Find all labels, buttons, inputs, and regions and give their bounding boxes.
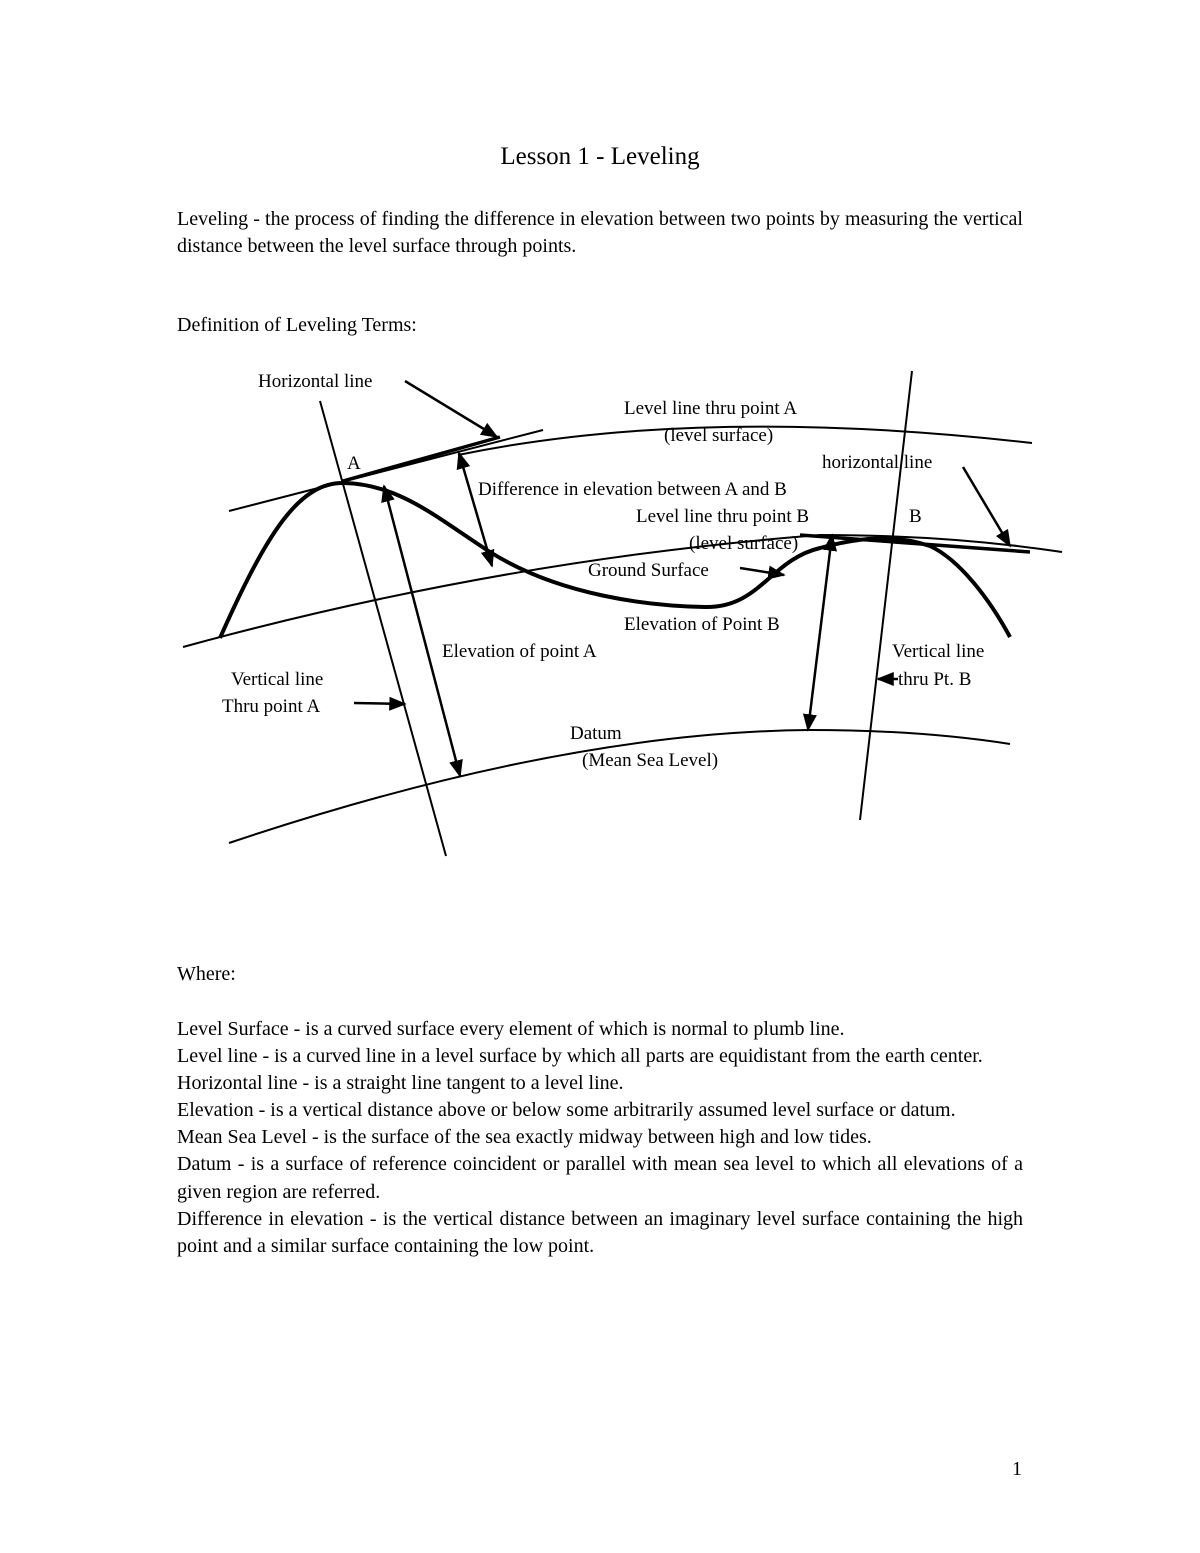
label-ground-surface: Ground Surface [588,560,709,581]
label-difference-elevation: Difference in elevation between A and B [478,479,787,500]
where-label: Where: [177,963,236,985]
label-vertical-line-b-1: Vertical line [892,641,985,662]
elevation-b-arrow [808,535,832,730]
definitions-list [177,1016,1023,1260]
label-level-surface-a: (level surface) [664,425,774,446]
definition-level-line: Level line - is a curved line in a level surface by which all parts are equidistant from the earth center. [177,1045,983,1068]
label-horizontal-line-b: horizontal line [822,452,933,473]
difference-elevation-arrow [459,453,492,566]
page-number: 1 [1012,1458,1022,1480]
label-point-b: B [909,506,922,527]
horizontal-line-b-leader [963,467,1010,546]
intro-paragraph: Leveling - the process of finding the difference in elevation between two points by measuring the vertical distance between the level surface through points. [177,208,1023,257]
datum-line [229,730,1010,843]
label-vertical-line-a-2: Thru point A [222,696,321,717]
vertical-line-a-leader [354,703,405,704]
definition-difference-in-elevation: Difference in elevation - is the vertical distance between an imaginary level surface containing the high point and a similar surface containing the low point. [177,1207,1023,1257]
label-elevation-b: Elevation of Point B [624,614,780,635]
level-line-b [183,535,1062,647]
label-level-surface-b: (level surface) [689,533,799,554]
label-elevation-a: Elevation of point A [442,641,597,662]
label-level-line-b: Level line thru point B [636,506,810,527]
definition-mean-sea-level: Mean Sea Level - is the surface of the sea exactly midway between high and low tides. [177,1126,872,1149]
label-vertical-line-a-1: Vertical line [231,669,324,690]
horizontal-line-a-leader [405,381,497,437]
definition-datum: Datum - is a surface of reference coincident or parallel with mean sea level to which all elevations of a given region are referred. [177,1153,1023,1203]
label-datum: Datum [570,723,622,744]
definition-horizontal-line: Horizontal line - is a straight line tangent to a level line. [177,1072,624,1095]
label-level-line-a: Level line thru point A [624,398,798,419]
label-point-a: A [347,453,361,474]
label-vertical-line-b-2: thru Pt. B [898,669,972,690]
label-horizontal-line-a: Horizontal line [258,371,373,392]
horizontal-line-a-bold [343,437,500,481]
elevation-a-arrow [384,486,460,776]
section-subheading: Definition of Leveling Terms: [177,314,417,336]
definition-level-surface: Level Surface - is a curved surface every element of which is normal to plumb line. [177,1018,845,1040]
vertical-line-b [860,371,912,820]
page-title: Lesson 1 - Leveling [500,143,700,170]
definition-elevation: Elevation - is a vertical distance above or below some arbitrarily assumed level surface or datum. [177,1099,956,1122]
label-mean-sea-level: (Mean Sea Level) [582,750,719,771]
